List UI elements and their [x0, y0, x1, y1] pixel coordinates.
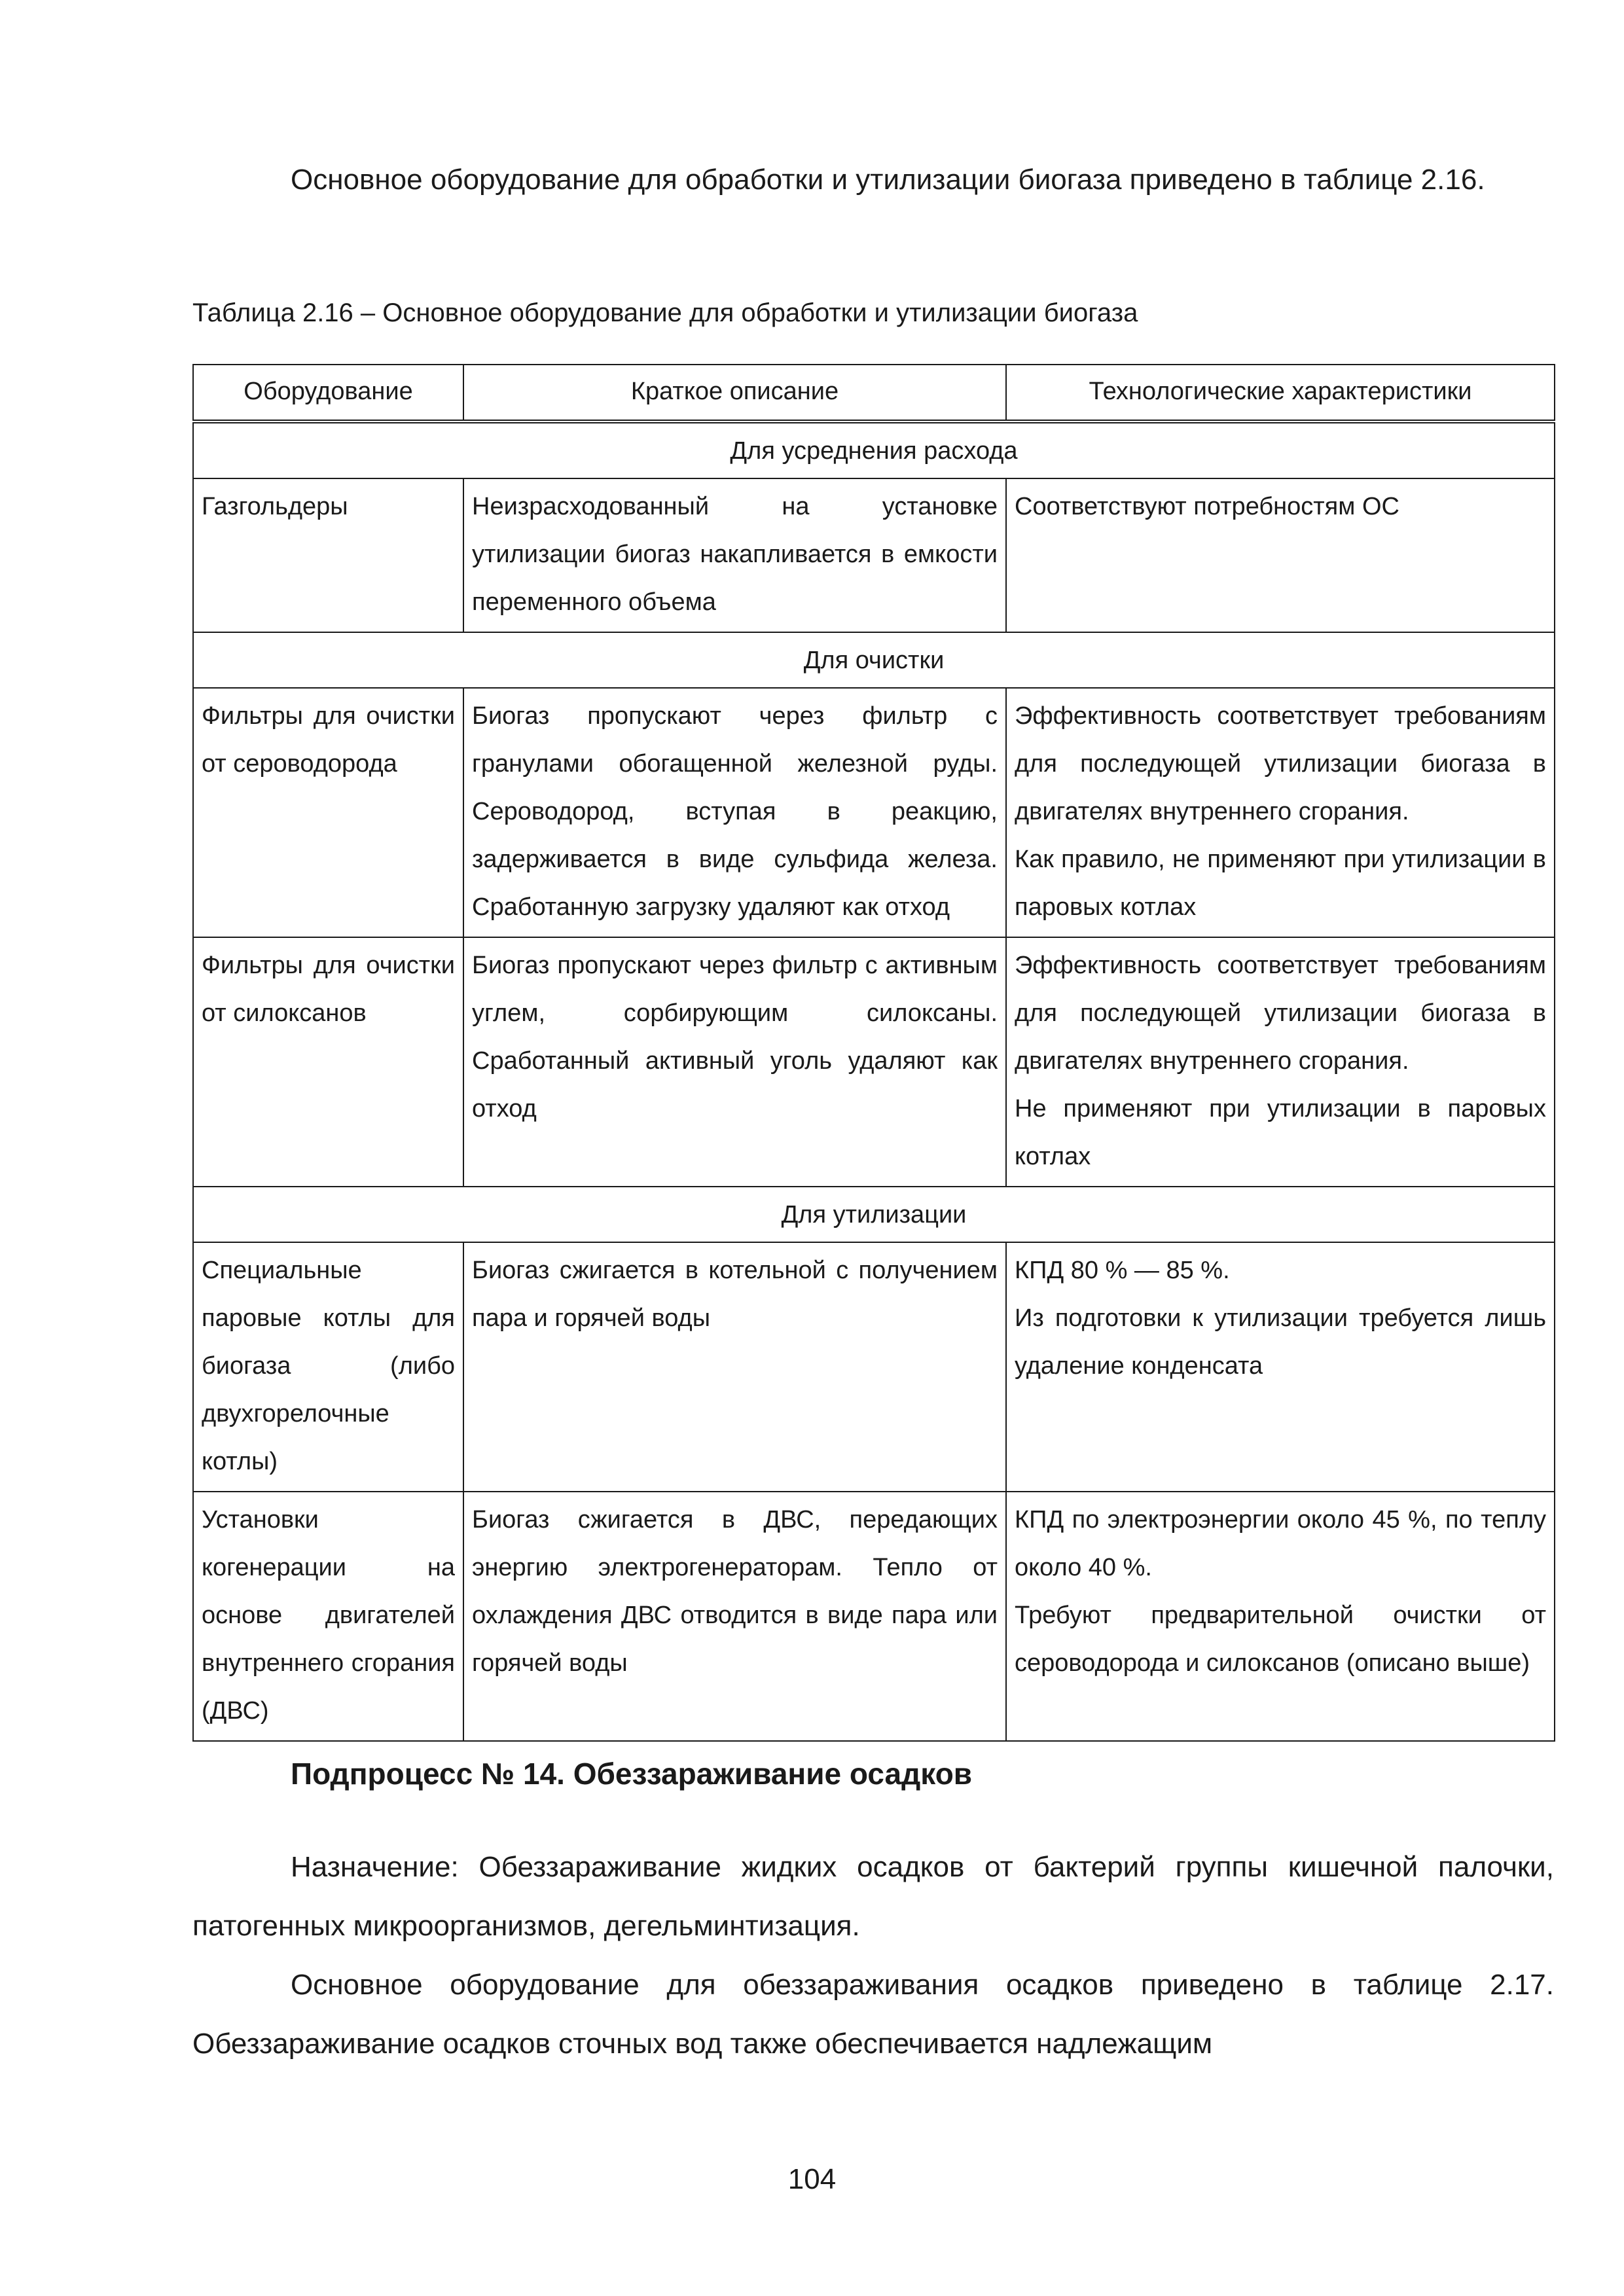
characteristics-line: Соответствуют потребностям ОС [1015, 493, 1399, 520]
cell-description: Биогаз пропускают через фильтр с активным углем, сорбирующим силоксаны. Сработанный активный уголь удаляют как отход [463, 937, 1006, 1187]
table-row [193, 1242, 1555, 1492]
section-row-flow [193, 422, 1555, 478]
characteristics-line-2: Не применяют при утилизации в паровых котлах [1015, 1095, 1546, 1170]
characteristics-line-2: Из подготовки к утилизации требуется лишь удаление конденсата [1015, 1304, 1546, 1380]
section-row-utilization [193, 1187, 1555, 1242]
cell-characteristics [1006, 1492, 1555, 1741]
cell-description: Неизрасходованный на установке утилизации биогаз накапливается в емкости переменного объема [463, 478, 1006, 632]
cell-equipment: Газгольдеры [193, 478, 463, 632]
intro-paragraph [192, 151, 1554, 209]
cell-equipment: Фильтры для очистки от силоксанов [193, 937, 463, 1187]
cell-equipment: Установки когенерации на основе двигателей внутреннего сгорания (ДВС) [193, 1492, 463, 1741]
page-number: 104 [787, 2163, 837, 2195]
section-row-cleaning [193, 632, 1555, 688]
purpose-paragraph [192, 1838, 1554, 1956]
characteristics-line-2: Требуют предварительной очистки от сероводорода и силоксанов (описано выше) [1015, 1602, 1546, 1677]
cell-equipment: Фильтры для очистки от сероводорода [193, 688, 463, 937]
cell-description: Биогаз сжигается в котельной с получением пара и горячей воды [463, 1242, 1006, 1492]
cell-characteristics [1006, 1242, 1555, 1492]
characteristics-line: КПД 80 % — 85 %. [1015, 1257, 1230, 1284]
table-row [193, 688, 1555, 937]
header-description: Краткое описание [463, 365, 1006, 422]
equipment-text: Основное оборудование для обеззараживания осадков приведено в таблице 2.17. Обеззараживание осадков сточных вод также обеспечивается надлежащим [192, 1969, 1554, 2060]
equipment-table [192, 364, 1555, 1742]
intro-text: Основное оборудование для обработки и утилизации биогаза приведено в таблице 2.16. [291, 164, 1485, 196]
equipment-paragraph [192, 1956, 1554, 2073]
cell-equipment: Специальные паровые котлы для биогаза (либо двухгорелочные котлы) [193, 1242, 463, 1492]
characteristics-line-2: Как правило, не применяют при утилизации в паровых котлах [1015, 846, 1546, 921]
cell-description: Биогаз сжигается в ДВС, передающих энергию электрогенераторам. Тепло от охлаждения ДВС отводится в виде пара или горячей воды [463, 1492, 1006, 1741]
table-header-row [193, 365, 1555, 422]
characteristics-line: КПД по электроэнергии около 45 %, по теплу около 40 %. [1015, 1506, 1546, 1581]
characteristics-line: Эффективность соответствует требованиям для последующей утилизации биогаза в двигателях внутреннего сгорания. [1015, 952, 1546, 1075]
table-row [193, 1492, 1555, 1741]
subprocess-heading: Подпроцесс № 14. Обеззараживание осадков [291, 1757, 973, 1791]
cell-characteristics [1006, 937, 1555, 1187]
table-caption: Таблица 2.16 – Основное оборудование для обработки и утилизации биогаза [192, 298, 1138, 327]
cell-description: Биогаз пропускают через фильтр с гранулами обогащенной железной руды. Сероводород, вступая в реакцию, задерживается в виде сульфида железа. Сработанную загрузку удаляют как отход [463, 688, 1006, 937]
characteristics-line: Эффективность соответствует требованиям для последующей утилизации биогаза в двигателях внутреннего сгорания. [1015, 702, 1546, 825]
table-row [193, 937, 1555, 1187]
section-utilization: Для утилизации [193, 1187, 1555, 1242]
cell-characteristics [1006, 688, 1555, 937]
header-equipment: Оборудование [193, 365, 463, 422]
section-flow-equalization: Для усреднения расхода [193, 422, 1555, 478]
purpose-text: Назначение: Обеззараживание жидких осадков от бактерий группы кишечной палочки, патогенных микроорганизмов, дегельминтизация. [192, 1851, 1554, 1942]
table-row [193, 478, 1555, 632]
header-characteristics: Технологические характеристики [1006, 365, 1555, 422]
section-cleaning: Для очистки [193, 632, 1555, 688]
cell-characteristics [1006, 478, 1555, 632]
